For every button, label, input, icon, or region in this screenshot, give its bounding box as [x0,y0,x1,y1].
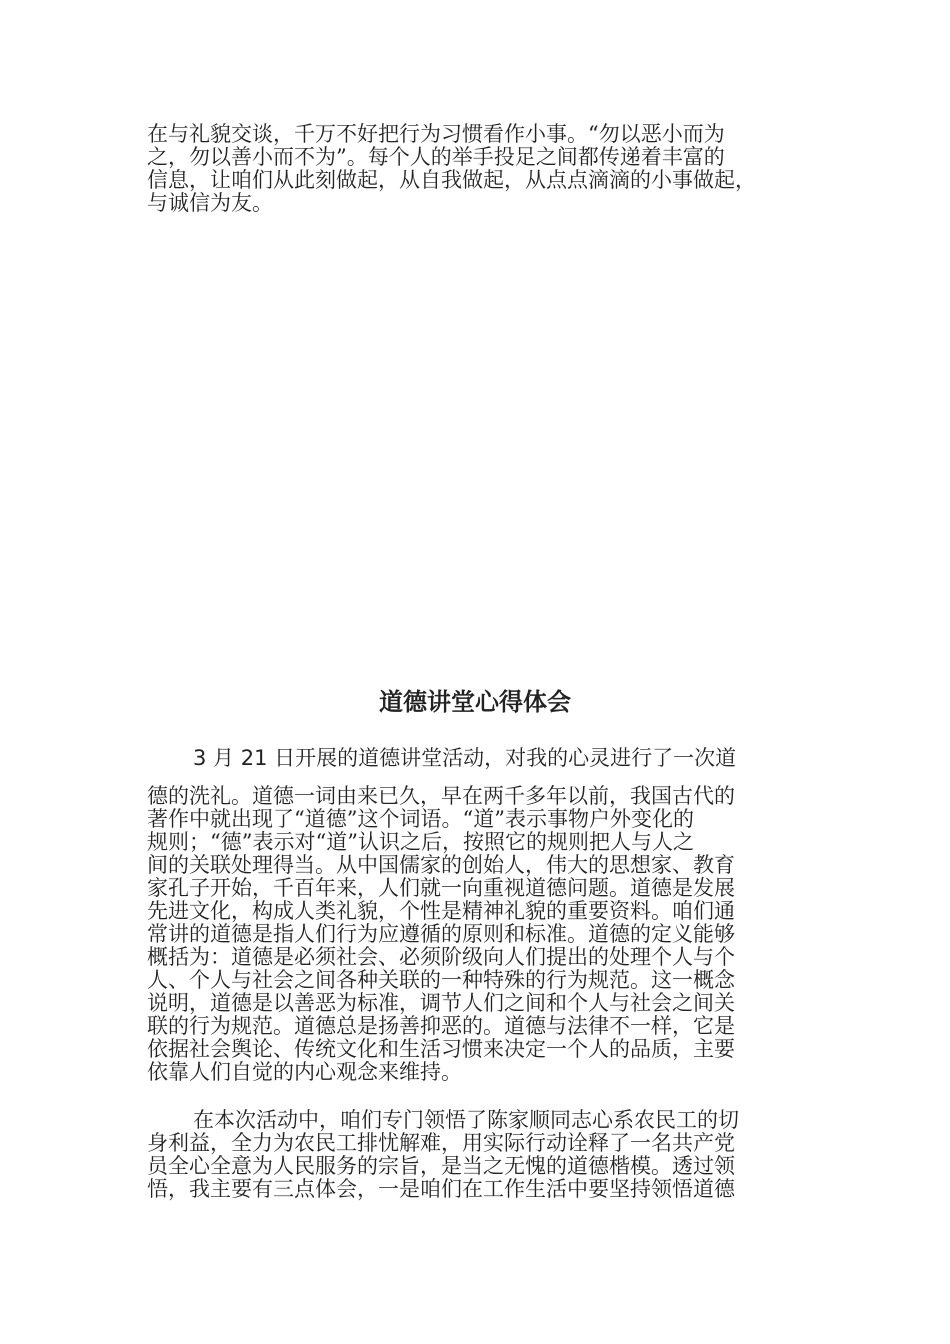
text-line: 在与礼貌交谈，千万不好把行为习惯看作小事。“勿以恶小而为 [147,122,725,146]
text-line: 悟，我主要有三点体会，一是咱们在工作生活中要坚持领悟道德 [147,1177,735,1201]
text-line: 依靠人们自觉的内心观念来维持。 [147,1060,462,1084]
document-title: 道德讲堂心得体会 [379,688,571,716]
text-line: 3 月 21 日开展的道德讲堂活动，对我的心灵进行了一次道 [193,746,737,770]
text-line: 规则；“德”表示对“道”认识之后，按照它的规则把人与人之 [147,830,694,854]
text-line: 身利益，全力为农民工排忧解难，用实际行动诠释了一名共产党 [147,1131,735,1155]
top-paragraph [147,123,807,215]
paragraph-1-first-line [147,745,807,772]
text-line: 依据社会舆论、传统文化和生活习惯来决定一个人的品质，主要 [147,1037,735,1061]
text-line: 之，勿以善小而不为”。每个人的举手投足之间都传递着丰富的 [147,145,725,169]
paragraph-1 [147,785,807,1084]
text-line: 常讲的道德是指人们行为应遵循的原则和标准。道德的定义能够 [147,922,735,946]
text-line: 联的行为规范。道德总是扬善抑恶的。道德与法律不一样，它是 [147,1014,735,1038]
text-line: 德的洗礼。道德一词由来已久，早在两千多年以前，我国古代的 [147,784,735,808]
paragraph-2 [147,1109,807,1201]
text-line: 著作中就出现了“道德”这个词语。“道”表示事物户外变化的 [147,807,694,831]
text-line: 与诚信为友。 [147,191,273,215]
text-line: 先进文化，构成人类礼貌，个性是精神礼貌的重要资料。咱们通 [147,899,735,923]
text-line: 概括为：道德是必须社会、必须阶级向人们提出的处理个人与个 [147,945,735,969]
text-line: 员全心全意为人民服务的宗旨，是当之无愧的道德楷模。透过领 [147,1154,735,1178]
text-line: 信息，让咱们从此刻做起，从自我做起，从点点滴滴的小事做起， [147,168,756,192]
text-line: 在本次活动中，咱们专门领悟了陈家顺同志心系农民工的切 [193,1108,739,1132]
text-line: 说明，道德是以善恶为标准，调节人们之间和个人与社会之间关 [147,991,735,1015]
text-line: 人、个人与社会之间各种关联的一种特殊的行为规范。这一概念 [147,968,735,992]
text-line: 间的关联处理得当。从中国儒家的创始人，伟大的思想家、教育 [147,853,735,877]
text-line: 家孔子开始，千百年来，人们就一向重视道德问题。道德是发展 [147,876,735,900]
